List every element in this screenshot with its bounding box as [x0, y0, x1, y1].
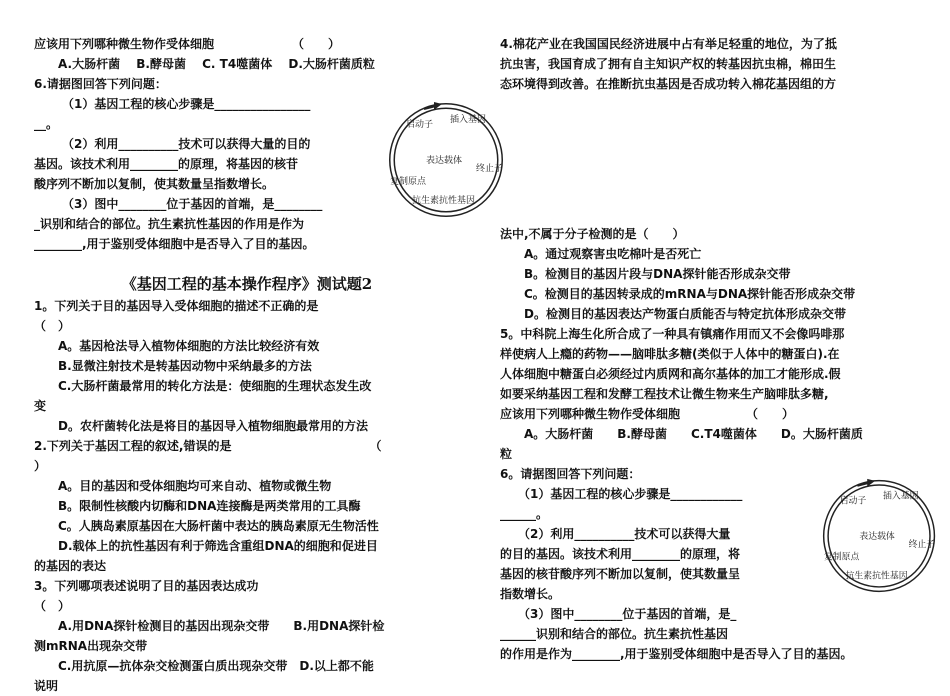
text-line: 酸序列不断加以复制，使其数量呈指数增长。 — [34, 177, 275, 191]
plasmid-diagram-right — [818, 476, 946, 598]
text-line: C。检测目的基因转录成的mRNA与DNA探针能否形成杂交带 — [500, 287, 856, 301]
text-line: __。 — [34, 117, 59, 131]
text-line: ________,用于鉴别受体细胞中是否导入了目的基因。 — [34, 237, 315, 251]
plasmid-diagram-left — [384, 100, 514, 222]
label-insert: 插入基因 — [450, 115, 487, 125]
section-title: 《基因工程的基本操作程序》测试题2 — [121, 275, 373, 293]
question-line: （ ） — [34, 599, 71, 613]
label-terminator: 终止子 — [908, 539, 936, 550]
question-line: A.用DNA探针检测目的基因出现杂交带 B.用DNA探针检 — [34, 619, 385, 633]
question-line: 的基因的表达 — [34, 559, 107, 573]
text-line: 样使病人上瘾的药物——脑啡肽多糖(类似于人体中的糖蛋白).在 — [500, 347, 840, 361]
text-line: （1）基因工程的核心步骤是____________ — [500, 487, 743, 501]
question-line: A。基因枪法导入植物体细胞的方法比较经济有效 — [34, 339, 320, 353]
text-line: A。大肠杆菌 B.酵母菌 C.T4噬菌体 D。大肠杆菌质 — [500, 427, 863, 441]
label-insert: 插入基因 — [882, 491, 919, 502]
label-vector: 表达载体 — [859, 531, 895, 542]
question-line: B.显微注射技术是转基因动物中采纳最多的方法 — [34, 359, 312, 373]
text-line: _识别和结合的部位。抗生素抗性基因的作用是作为 — [34, 217, 305, 231]
question-line: C.用抗原—抗体杂交检测蛋白质出现杂交带 D.以上都不能 — [34, 659, 374, 673]
text-line: 法中,不属于分子检测的是（ ） — [500, 227, 685, 241]
text-line: （3）图中________位于基因的首端，是________ — [62, 197, 323, 211]
text-line: 6。请据图回答下列问题： — [500, 467, 641, 481]
text-line: （2）利用__________技术可以获得大量的目的 — [62, 137, 311, 151]
label-origin: 复制原点 — [390, 177, 427, 187]
text-line: 的目的基因。该技术利用________的原理，将 — [500, 547, 741, 561]
question-line: A。目的基因和受体细胞均可来自动、植物或微生物 — [34, 479, 332, 493]
text-line: 态环境得到改善。在推断抗虫基因是否成功转入棉花基因组的方 — [500, 77, 837, 91]
text-line: 6.请据图回答下列问题： — [34, 77, 167, 91]
label-vector: 表达载体 — [426, 156, 463, 166]
text-line: 如要采纳基因工程和发酵工程技术让微生物来生产脑啡肽多糖, — [500, 387, 829, 401]
question-line: 3。下列哪项表述说明了目的基因表达成功 — [34, 579, 259, 593]
question-line: 测mRNA出现杂交带 — [34, 639, 148, 653]
text-line: 人体细胞中糖蛋白必须经过内质网和高尔基体的加工才能形成.假 — [500, 367, 841, 381]
text-line: 应该用下列哪种微生物作受体细胞 （ ） — [34, 37, 341, 51]
label-origin: 复制原点 — [823, 552, 860, 563]
text-line: 粒 — [500, 447, 513, 461]
text-line: ______识别和结合的部位。抗生素抗性基因 — [500, 627, 729, 641]
text-line: 基因的核苷酸序列不断加以复制，使其数量呈 — [500, 567, 741, 581]
text-line: （1）基因工程的核心步骤是________________ — [62, 97, 311, 111]
question-line: 1。下列关于目的基因导入受体细胞的描述不正确的是 — [34, 299, 319, 313]
text-line: 抗虫害，我国育成了拥有自主知识产权的转基因抗虫棉，棉田生 — [500, 57, 837, 71]
question-line: D.载体上的抗性基因有利于筛选含重组DNA的细胞和促进目 — [34, 539, 378, 553]
question-line: B。限制性核酸内切酶和DNA连接酶是两类常用的工具酶 — [34, 499, 361, 513]
text-line: 的作用是作为________,用于鉴别受体细胞中是否导入了目的基因。 — [500, 647, 853, 661]
question-line: （ ） — [34, 319, 71, 333]
text-line: （2）利用__________技术可以获得大量 — [500, 527, 731, 541]
label-resistance: 抗生素抗性基因 — [412, 196, 476, 206]
question-line: 变 — [34, 399, 47, 413]
question-line: 说明 — [34, 679, 59, 693]
label-promoter: 启动子 — [406, 120, 434, 130]
label-promoter: 启动子 — [839, 496, 867, 507]
text-line: 应该用下列哪种微生物作受体细胞 （ ） — [500, 407, 795, 421]
question-line: ） — [34, 459, 47, 473]
plasmid-svg — [818, 476, 946, 594]
label-resistance: 抗生素抗性基因 — [845, 571, 908, 582]
text-line: 4.棉花产业在我国国民经济进展中占有举足轻重的地位，为了抵 — [500, 37, 837, 51]
plasmid-svg — [384, 100, 514, 218]
text-line: B。检测目的基因片段与DNA探针能否形成杂交带 — [500, 267, 791, 281]
text-line: 指数增长。 — [500, 587, 561, 601]
text-line: ______。 — [500, 507, 549, 521]
text-line: （3）图中________位于基因的首端，是_ — [500, 607, 737, 621]
question-line: C。人胰岛素原基因在大肠杆菌中表达的胰岛素原无生物活性 — [34, 519, 379, 533]
question-line: D。农杆菌转化法是将目的基因导入植物细胞最常用的方法 — [34, 419, 368, 433]
text-line: A。通过观察害虫吃棉叶是否死亡 — [500, 247, 702, 261]
text-line: D。检测目的基因表达产物蛋白质能否与特定抗体形成杂交带 — [500, 307, 846, 321]
question-line: C.大肠杆菌最常用的转化方法是：使细胞的生理状态发生改 — [34, 379, 372, 393]
text-line: 5。中科院上海生化所合成了一种具有镇痛作用而又不会像吗啡那 — [500, 327, 845, 341]
text-line: 基因。该技术利用________的原理，将基因的核苷 — [34, 157, 299, 171]
label-terminator: 终止子 — [476, 164, 504, 174]
question-line: 2.下列关于基因工程的叙述,错误的是 （ — [34, 439, 382, 453]
text-line: A.大肠杆菌 B.酵母菌 C. T4噬菌体 D.大肠杆菌质粒 — [34, 57, 375, 71]
